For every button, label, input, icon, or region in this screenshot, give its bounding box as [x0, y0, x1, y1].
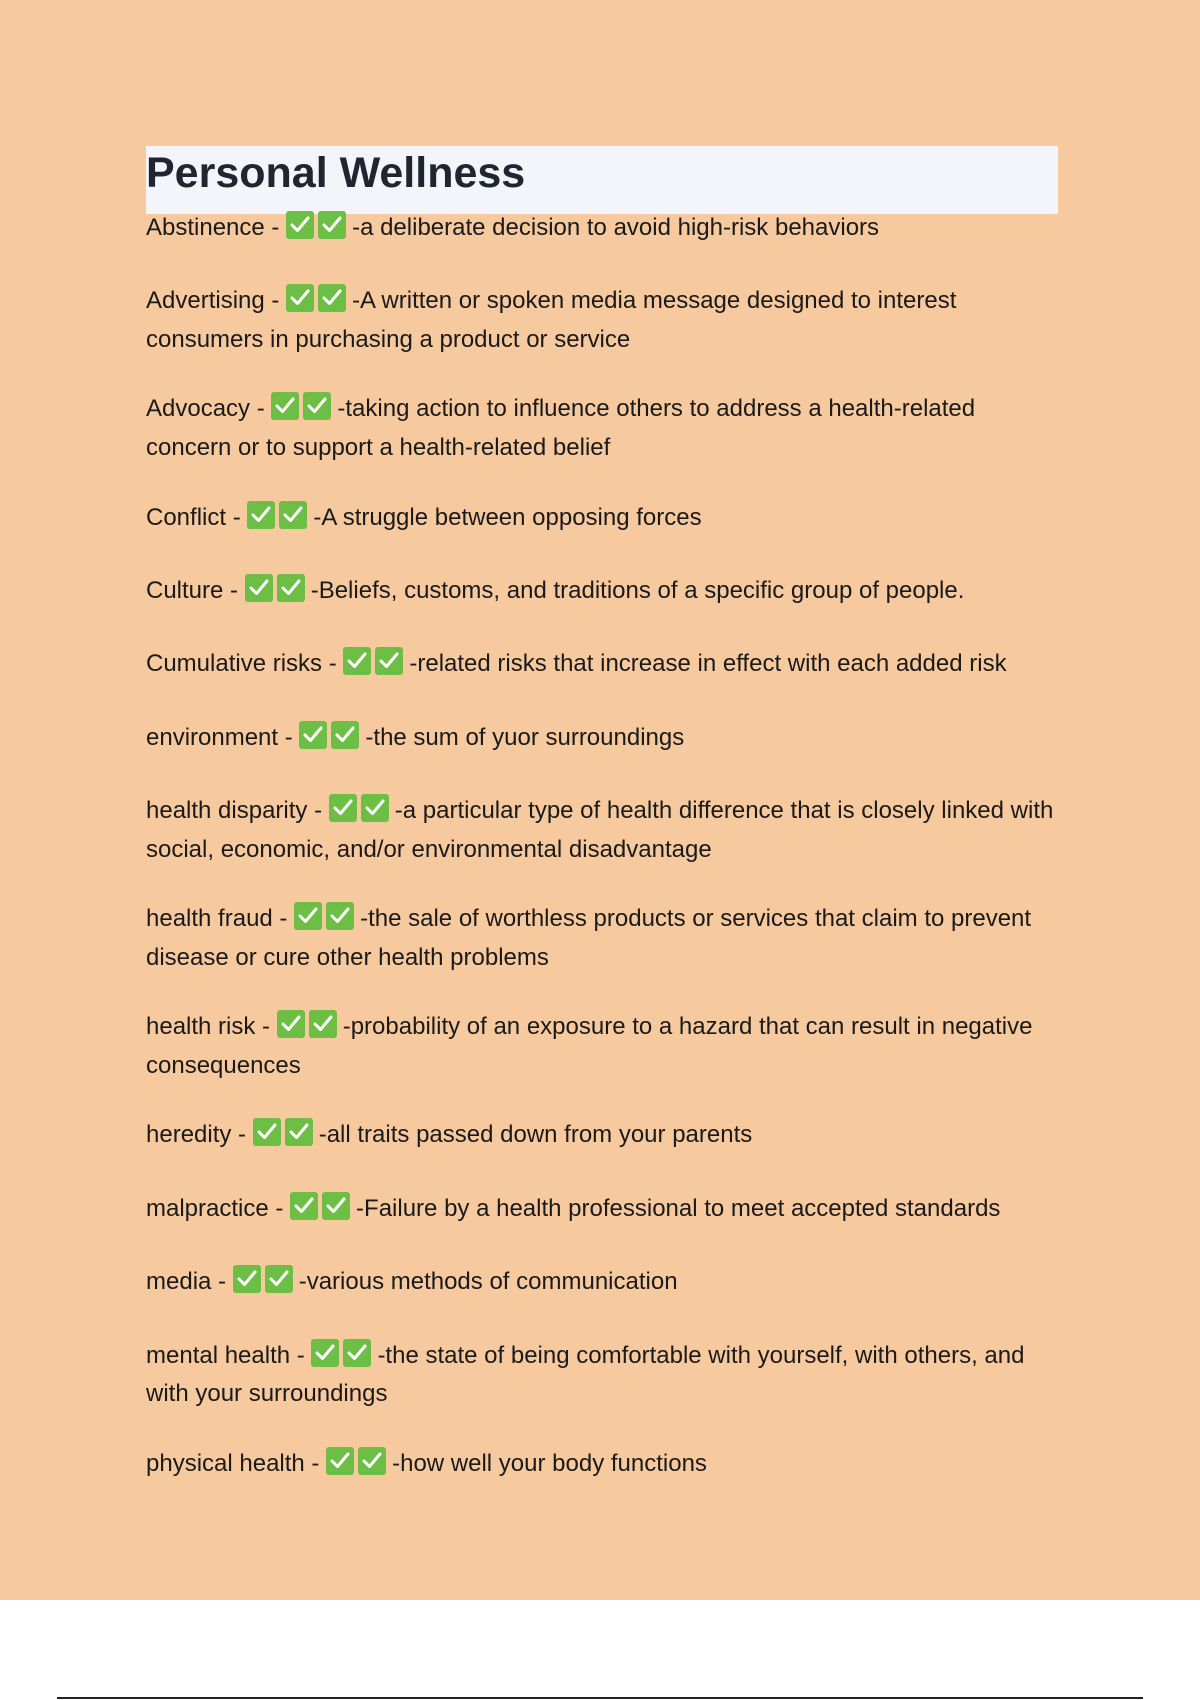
term-definition: -a deliberate decision to avoid high-risk behaviors [352, 214, 880, 241]
check-marks [311, 1339, 375, 1378]
check-mark-icon [358, 1447, 386, 1475]
term-label: health risk - [146, 1013, 271, 1041]
term-label: Culture - [146, 576, 239, 604]
term-label: Advertising - [146, 287, 280, 315]
check-mark-icon [286, 211, 314, 239]
check-mark-icon [318, 211, 346, 239]
term-definition: -probability of an exposure to a hazard that can result in negative consequences [146, 1013, 1033, 1080]
check-mark-icon [294, 902, 322, 930]
term-entry [146, 501, 1066, 540]
term-label: Abstinence - [146, 214, 280, 241]
term-entry [146, 794, 1066, 867]
check-mark-icon [245, 574, 273, 602]
check-mark-icon [331, 721, 359, 749]
check-mark-icon [318, 284, 346, 312]
check-marks [294, 902, 358, 941]
check-mark-icon [361, 794, 389, 822]
term-definition: -Beliefs, customs, and traditions of a specific group of people. [310, 576, 965, 604]
check-mark-icon [271, 392, 299, 420]
term-definition: -all traits passed down from your parents [318, 1121, 753, 1149]
check-mark-icon [290, 1192, 318, 1220]
term-label: environment - [146, 723, 293, 751]
term-entry [146, 1192, 1066, 1231]
term-entry [146, 574, 1066, 613]
term-definition: -various methods of communication [298, 1268, 678, 1296]
check-mark-icon [303, 392, 331, 420]
check-marks [290, 1192, 354, 1231]
check-marks [299, 721, 363, 760]
check-marks [326, 1447, 390, 1486]
term-entry [146, 902, 1066, 975]
term-definition: -A struggle between opposing forces [313, 503, 702, 531]
footer-divider [57, 1697, 1143, 1699]
check-mark-icon [265, 1265, 293, 1293]
check-marks [253, 1118, 317, 1157]
term-entry [146, 211, 1066, 250]
check-mark-icon [247, 501, 275, 529]
term-definition: -the state of being comfortable with yourself, with others, and with your surroundings [146, 1341, 1025, 1408]
check-mark-icon [277, 1010, 305, 1038]
term-definition: -the sale of worthless products or services that claim to prevent disease or cure other health problems [146, 905, 1032, 971]
check-mark-icon [322, 1192, 350, 1220]
check-mark-icon [299, 721, 327, 749]
term-definition: -how well your body functions [392, 1449, 707, 1477]
term-list [146, 211, 1066, 1520]
check-mark-icon [343, 1339, 371, 1367]
check-mark-icon [285, 1118, 313, 1146]
check-mark-icon [309, 1010, 337, 1038]
check-mark-icon [326, 1447, 354, 1475]
term-entry [146, 647, 1066, 686]
check-marks [277, 1010, 341, 1049]
term-entry [146, 1339, 1066, 1412]
term-entry [146, 1118, 1066, 1157]
term-definition: -taking action to influence others to address a health-related concern or to support a health-related belief [146, 395, 976, 462]
term-label: media - [146, 1268, 227, 1296]
term-entry [146, 721, 1066, 760]
check-mark-icon [286, 284, 314, 312]
check-marks [271, 392, 335, 431]
check-marks [247, 501, 311, 540]
term-entry [146, 1265, 1066, 1304]
check-marks [343, 647, 407, 686]
check-mark-icon [329, 794, 357, 822]
page-title: Personal Wellness [146, 149, 526, 197]
title-banner [146, 146, 1058, 214]
term-definition: -a particular type of health difference that is closely linked with social, economic, and/or environmental disadvantage [146, 797, 1054, 863]
check-marks [245, 574, 309, 613]
term-label: heredity - [146, 1121, 247, 1149]
check-mark-icon [343, 647, 371, 675]
check-mark-icon [277, 574, 305, 602]
term-label: Advocacy - [146, 395, 265, 423]
check-marks [233, 1265, 297, 1304]
term-label: physical health - [146, 1449, 320, 1477]
term-definition: -A written or spoken media message designed to interest consumers in purchasing a product or service [146, 287, 957, 354]
check-marks [329, 794, 393, 833]
check-mark-icon [311, 1339, 339, 1367]
term-entry [146, 1010, 1066, 1083]
check-mark-icon [233, 1265, 261, 1293]
check-marks [286, 211, 350, 250]
check-mark-icon [253, 1118, 281, 1146]
term-label: mental health - [146, 1341, 305, 1369]
check-marks [286, 284, 350, 323]
term-definition: -Failure by a health professional to meet accepted standards [356, 1194, 1001, 1222]
term-label: health fraud - [146, 905, 288, 933]
term-entry [146, 284, 1066, 357]
check-mark-icon [279, 501, 307, 529]
term-definition: -related risks that increase in effect with each added risk [409, 650, 1007, 678]
check-mark-icon [326, 902, 354, 930]
term-definition: -the sum of yuor surroundings [365, 723, 685, 751]
term-label: malpractice - [146, 1194, 284, 1222]
term-label: Conflict - [146, 503, 241, 531]
term-label: health disparity - [146, 797, 323, 825]
check-mark-icon [375, 647, 403, 675]
term-entry [146, 392, 1066, 465]
term-entry [146, 1447, 1066, 1486]
term-label: Cumulative risks - [146, 650, 337, 678]
